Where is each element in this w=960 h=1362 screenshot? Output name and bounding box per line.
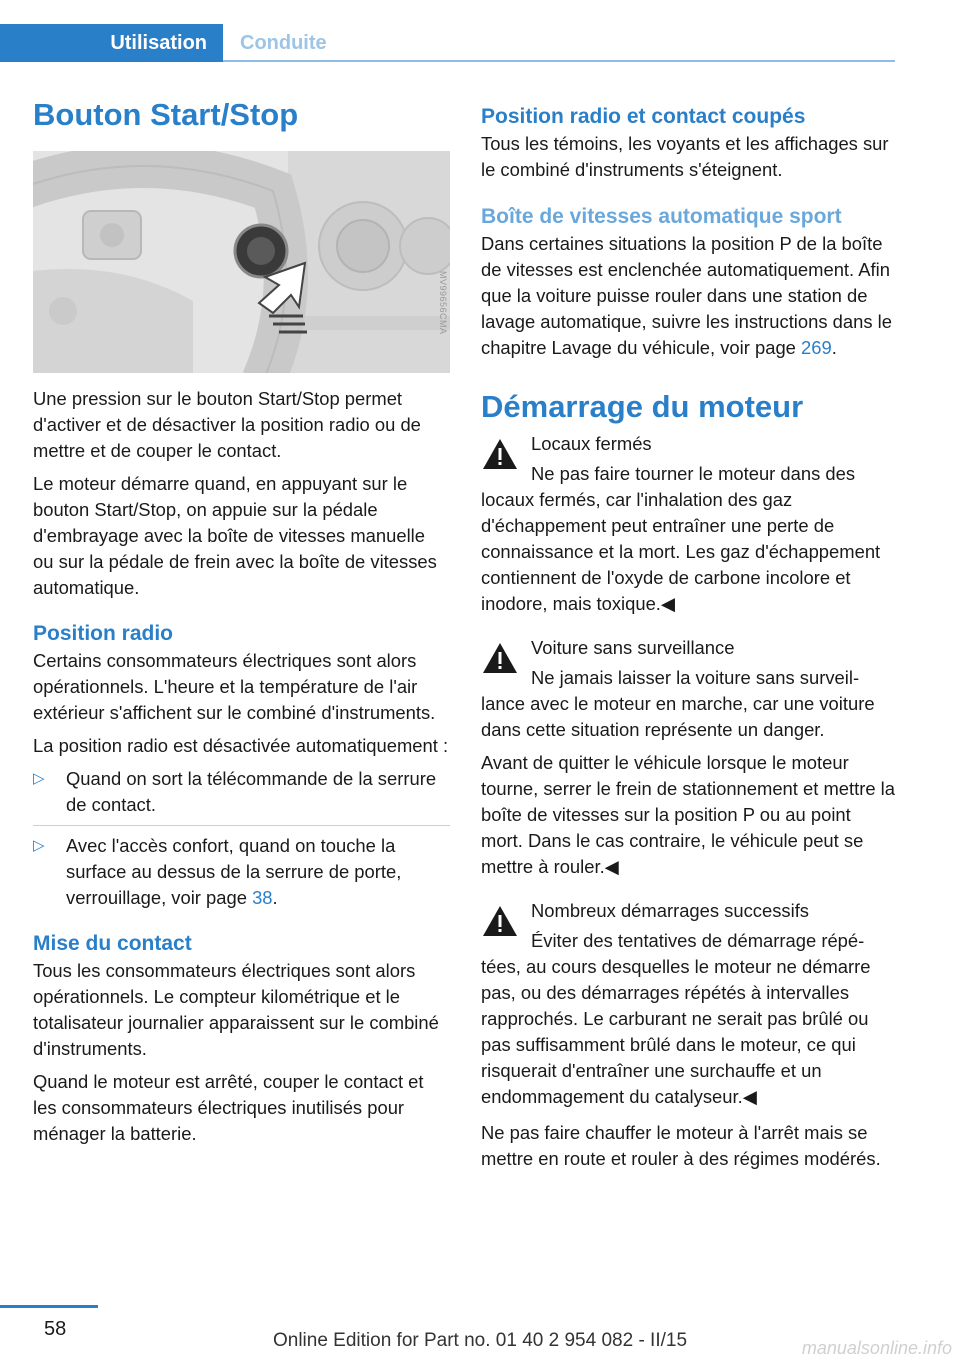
bullet-list xyxy=(33,766,450,911)
watermark: manualsonline.info xyxy=(801,1338,952,1358)
paragraph: La position radio est désactivée automatiquement : xyxy=(33,735,449,756)
paragraph: Certains consommateurs électriques sont alors opérationnels. L'heure et la température de l'air extérieur s'affichent sur le combiné d'instruments. xyxy=(33,650,436,723)
top-navigation xyxy=(0,0,960,62)
paragraph: Tous les consommateurs électriques sont alors opérationnels. Le compteur kilométrique et le totalisateur journalier apparaissent sur le combiné d'instruments. xyxy=(33,960,439,1059)
subheading-position-radio-contact-coupes: Position radio et contact coupés xyxy=(481,105,806,128)
steering-wheel-illustration xyxy=(33,151,450,373)
paragraph: Une pression sur le bouton Start/Stop permet d'activer et de désactiver la position radio ou de mettre et de couper le contact. xyxy=(33,388,421,461)
warning-block xyxy=(481,431,895,457)
paragraph: Avant de quitter le véhicule lorsque le moteur tourne, serrer le frein de stationnement et mettre la boîte de vitesses sur la position P ou au point mort. Dans le cas contraire, le véhicule peut se mettre à rouler.◀ xyxy=(481,752,895,877)
figure-reference-code: MV99656CMA xyxy=(438,271,448,335)
list-divider xyxy=(33,825,450,826)
edition-footer: Online Edition for Part no. 01 40 2 954 082 - II/15 xyxy=(272,1330,688,1351)
page-link-269[interactable]: 269 xyxy=(801,337,832,358)
section-title-demarrage: Démarrage du moteur xyxy=(481,389,804,424)
triangle-bullet-icon: ▷ xyxy=(33,837,45,854)
paragraph: Tous les témoins, les voyants et les affichages sur le combiné d'instruments s'éteignent. xyxy=(481,133,889,180)
warning-title: Nombreux démarrages successifs xyxy=(531,900,810,921)
paragraph: Dans certaines situations la position P de la boîte de vitesses est enclenchée automatiquement. Afin que la voiture puisse rouler dans une station de lavage automatique, suivre les instructions dans le chapitre Lavage du véhicule, voir page 269. xyxy=(481,233,892,358)
section-title-start-stop: Bouton Start/Stop xyxy=(33,97,299,132)
triangle-bullet-icon: ▷ xyxy=(33,770,45,787)
warning-title: Voiture sans surveillance xyxy=(531,637,735,658)
warning-text: Ne jamais laisser la voiture sans surveillance avec le moteur en marche, car une voiture dans cette situation représente un danger. xyxy=(481,667,875,740)
warning-text: Éviter des tentatives de démarrage répétées, au cours desquelles le moteur ne démarre pas, ou des démarrages répétés à intervalles rapprochés. Le carburant ne serait pas brûlé ou pas suffisamment brûlé dans le moteur, ce qui risquerait d'entraîner une surchauffe et un endommagement du catalyseur.◀ xyxy=(481,930,871,1107)
tab-utilisation[interactable]: Utilisation xyxy=(0,24,223,62)
subheading-boite-sport: Boîte de vitesses automatique sport xyxy=(481,205,842,228)
warning-triangle-icon xyxy=(481,641,519,675)
page-number: 58 xyxy=(44,1318,67,1340)
list-item: ▷ Avec l'accès confort, quand on touche la surface au dessus de la serrure de porte, verrouillage, voir page 38. xyxy=(33,835,402,908)
footer-rule xyxy=(0,1305,98,1308)
warning-title: Locaux fermés xyxy=(531,433,652,454)
tab-conduite[interactable]: Conduite xyxy=(240,31,327,54)
list-item: ▷ Quand on sort la télécommande de la serrure de contact. xyxy=(33,768,437,815)
warning-triangle-icon xyxy=(481,437,519,471)
warning-block xyxy=(481,635,895,661)
paragraph: Ne pas faire chauffer le moteur à l'arrêt mais se mettre en route et rouler à des régimes modérés. xyxy=(481,1122,881,1169)
subheading-mise-du-contact: Mise du contact xyxy=(33,932,192,955)
start-stop-button-figure xyxy=(33,151,450,373)
right-column xyxy=(481,103,895,1172)
header-divider xyxy=(223,60,895,62)
warning-triangle-icon xyxy=(481,904,519,938)
warning-text: Ne pas faire tourner le moteur dans des locaux fermés, car l'inhalation des gaz d'échappement peut entraîner une perte de connaissance et la mort. Les gaz d'échappement contiennent de l'oxyde de carbone incolore et inodore, mais toxique.◀ xyxy=(481,463,881,614)
paragraph: Quand le moteur est arrêté, couper le contact et les consommateurs électriques inutilisés pour ménager la batterie. xyxy=(33,1071,424,1144)
subheading-position-radio: Position radio xyxy=(33,622,174,645)
page-link-38[interactable]: 38 xyxy=(252,887,273,908)
warning-block xyxy=(481,898,895,924)
paragraph: Le moteur démarre quand, en appuyant sur le bouton Start/Stop, on appuie sur la pédale d'embrayage avec la boîte de vitesses manuelle ou sur la pédale de frein avec la boîte de vitesses automatique. xyxy=(33,473,437,598)
left-column xyxy=(33,95,450,1147)
